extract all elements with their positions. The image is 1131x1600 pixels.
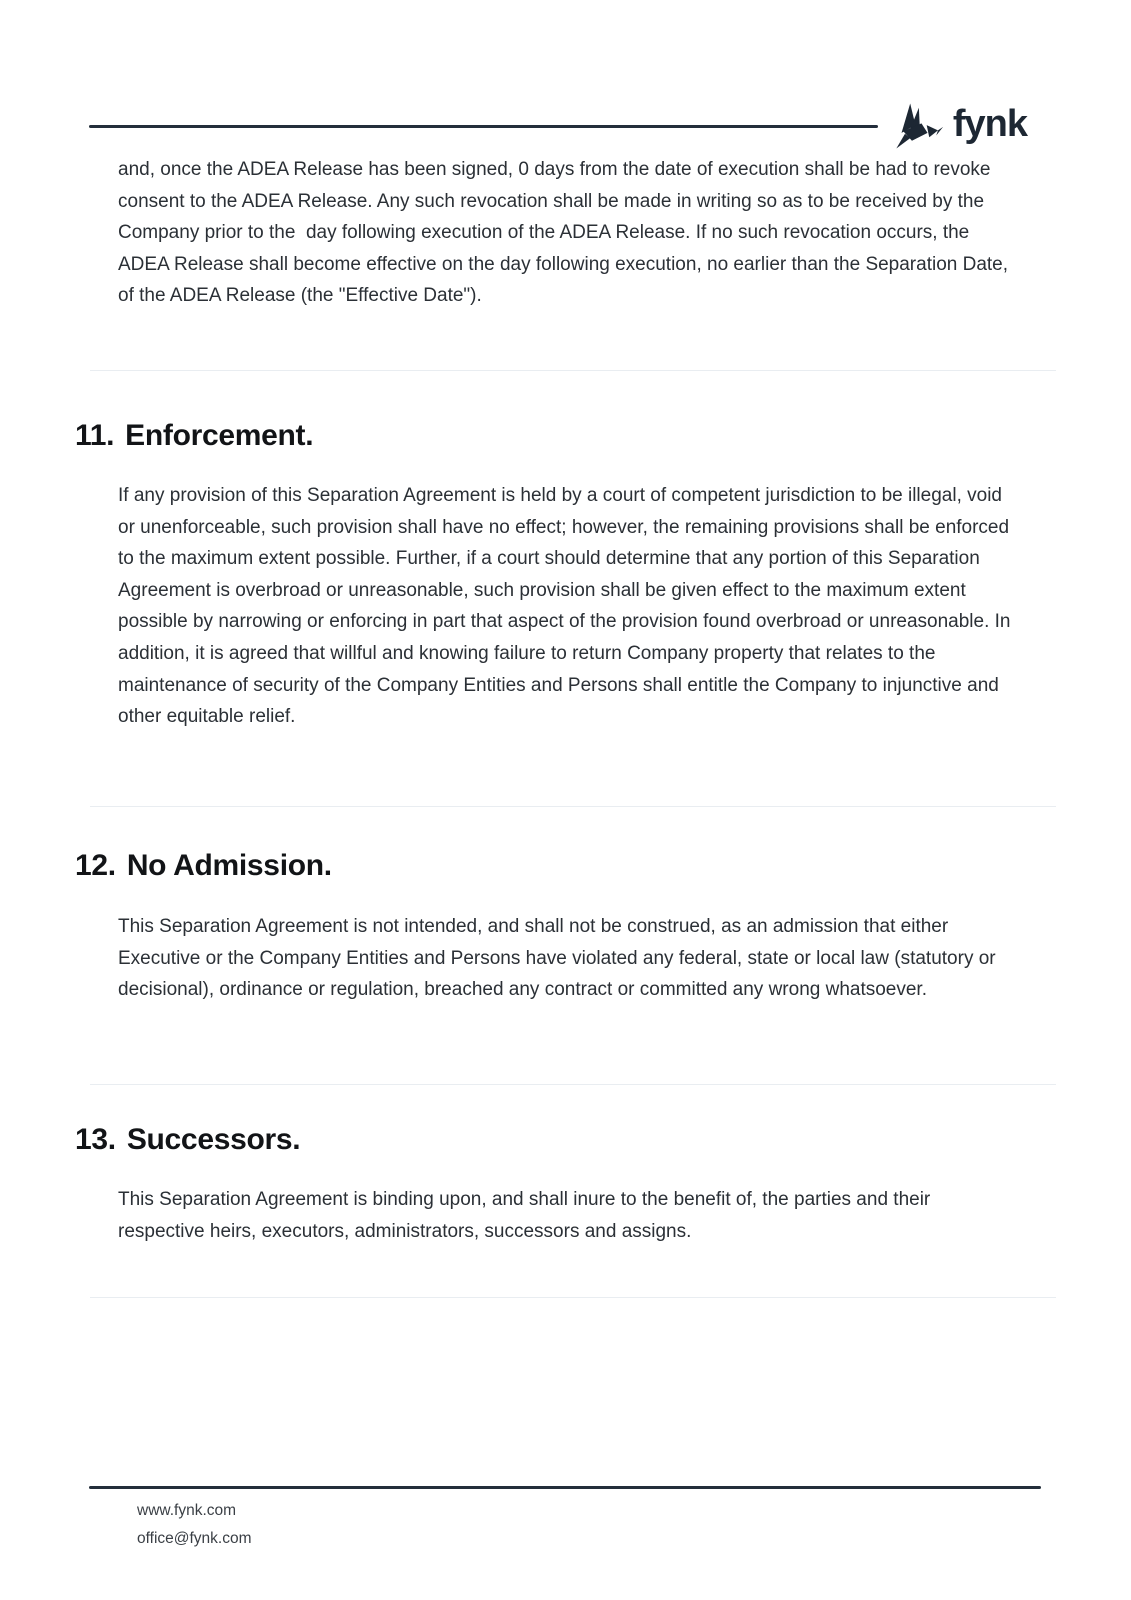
logo-text: fynk bbox=[952, 103, 1027, 145]
footer-email: office@fynk.com bbox=[137, 1530, 252, 1547]
section-divider bbox=[90, 370, 1056, 371]
section-body: This Separation Agreement is not intended, and shall not be construed, as an admission that either Executive or the Company Entities and Persons have violated any federal, state or local law (statutory or decisional), ordinance or regulation, breached any contract or committed any wrong whatsoever. bbox=[118, 916, 1001, 1001]
section-number: 11. bbox=[75, 419, 115, 452]
intro-paragraph: and, once the ADEA Release has been signed, 0 days from the date of execution shall be had to revoke consent to the ADEA Release. Any such revocation shall be made in writing so as to be received by the Company prior to the day following execution of the ADEA Release. If no such revocation occurs, the ADEA Release shall become effective on the day following execution, no earlier than the Separation Date, of the ADEA Release (the "Effective Date"). bbox=[118, 159, 1014, 307]
section-body: If any provision of this Separation Agreement is held by a court of competent jurisdiction to be illegal, void or unenforceable, such provision shall have no effect; however, the remaining provisions shall be enforced to the maximum extent possible. Further, if a court should determine that any portion of this Separation Agreement is overbroad or unreasonable, such provision shall be given effect to the maximum extent possible by narrowing or enforcing in part that aspect of the provision found overbroad or unreasonable. In addition, it is agreed that willful and knowing failure to return Company property that relates to the maintenance of security of the Company Entities and Persons shall entitle the Company to injunctive and other equitable relief. bbox=[118, 485, 1016, 728]
header-rule bbox=[89, 125, 878, 128]
section-heading bbox=[75, 416, 313, 456]
section-divider bbox=[90, 806, 1056, 807]
section-title: Successors. bbox=[126, 1123, 301, 1156]
section-title: No Admission. bbox=[126, 849, 332, 882]
page-header bbox=[89, 100, 1027, 152]
section-heading bbox=[75, 846, 332, 886]
section-number: 13. bbox=[75, 1123, 116, 1156]
section-divider bbox=[90, 1297, 1056, 1298]
footer-rule bbox=[89, 1486, 1041, 1489]
section-number: 12. bbox=[75, 849, 116, 882]
section-heading bbox=[75, 1120, 300, 1160]
section-divider bbox=[90, 1084, 1056, 1085]
section-title: Enforcement. bbox=[125, 419, 314, 452]
origami-crane-icon bbox=[892, 102, 944, 150]
section-body: This Separation Agreement is binding upon, and shall inure to the benefit of, the parties and their respective heirs, executors, administrators, successors and assigns. bbox=[118, 1189, 936, 1242]
footer-website: www.fynk.com bbox=[137, 1502, 237, 1519]
brand-logo bbox=[892, 102, 1027, 150]
page-footer bbox=[137, 1497, 252, 1553]
